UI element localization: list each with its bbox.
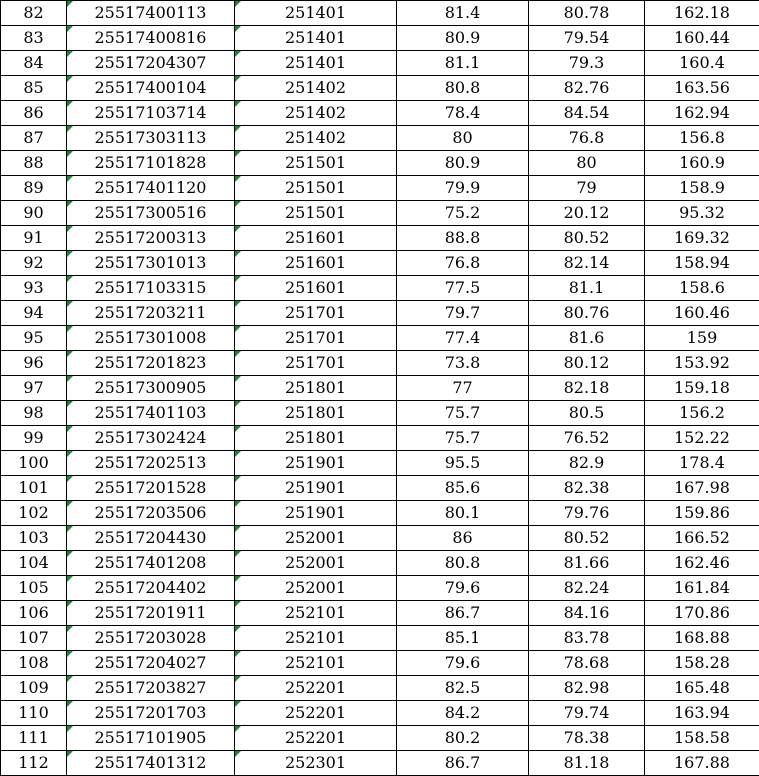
total-cell[interactable]: 158.94 (645, 251, 759, 276)
id-cell[interactable]: 25517201528 (67, 476, 235, 501)
code-cell[interactable]: 251501 (235, 176, 397, 201)
id-cell[interactable]: 25517103315 (67, 276, 235, 301)
id-cell[interactable]: 25517401120 (67, 176, 235, 201)
table-row (1, 451, 759, 476)
score-b-cell[interactable]: 81.6 (529, 326, 645, 351)
id-cell[interactable]: 25517302424 (67, 426, 235, 451)
id-cell[interactable]: 25517400816 (67, 26, 235, 51)
table-row (1, 601, 759, 626)
score-b-cell[interactable]: 84.16 (529, 601, 645, 626)
code-cell[interactable]: 251501 (235, 201, 397, 226)
row-number-cell[interactable]: 102 (1, 501, 67, 526)
score-b-cell[interactable]: 76.52 (529, 426, 645, 451)
score-b-cell[interactable]: 82.9 (529, 451, 645, 476)
table-row (1, 551, 759, 576)
score-b-cell[interactable]: 82.14 (529, 251, 645, 276)
code-cell[interactable]: 251401 (235, 1, 397, 26)
code-cell[interactable]: 251701 (235, 351, 397, 376)
code-cell[interactable]: 251402 (235, 76, 397, 101)
score-b-cell[interactable]: 79.3 (529, 51, 645, 76)
total-cell[interactable]: 167.98 (645, 476, 759, 501)
score-b-cell[interactable]: 20.12 (529, 201, 645, 226)
score-b-cell[interactable]: 82.38 (529, 476, 645, 501)
score-a-cell[interactable]: 76.8 (397, 251, 529, 276)
score-a-cell[interactable]: 80.2 (397, 726, 529, 751)
row-number-cell[interactable]: 96 (1, 351, 67, 376)
score-a-cell[interactable]: 77 (397, 376, 529, 401)
id-cell[interactable]: 25517300516 (67, 201, 235, 226)
id-cell[interactable]: 25517301013 (67, 251, 235, 276)
total-cell[interactable]: 158.58 (645, 726, 759, 751)
score-a-cell[interactable]: 95.5 (397, 451, 529, 476)
id-cell[interactable]: 25517400104 (67, 76, 235, 101)
row-number-cell[interactable]: 98 (1, 401, 67, 426)
score-b-cell[interactable]: 80.76 (529, 301, 645, 326)
row-number-cell[interactable]: 90 (1, 201, 67, 226)
total-cell[interactable]: 159 (645, 326, 759, 351)
total-cell[interactable]: 153.92 (645, 351, 759, 376)
score-b-cell[interactable]: 79 (529, 176, 645, 201)
code-cell[interactable]: 252301 (235, 751, 397, 776)
row-number-cell[interactable]: 95 (1, 326, 67, 351)
score-b-cell[interactable]: 79.54 (529, 26, 645, 51)
id-cell[interactable]: 25517203827 (67, 676, 235, 701)
table-row (1, 101, 759, 126)
table-row (1, 651, 759, 676)
table-row (1, 726, 759, 751)
total-cell[interactable]: 160.9 (645, 151, 759, 176)
row-number-cell[interactable]: 89 (1, 176, 67, 201)
id-cell[interactable]: 25517202513 (67, 451, 235, 476)
score-b-cell[interactable]: 79.76 (529, 501, 645, 526)
score-a-cell[interactable]: 86.7 (397, 751, 529, 776)
score-b-cell[interactable]: 80 (529, 151, 645, 176)
row-number-cell[interactable]: 83 (1, 26, 67, 51)
total-cell[interactable]: 162.18 (645, 1, 759, 26)
code-cell[interactable]: 251601 (235, 226, 397, 251)
code-cell[interactable]: 251901 (235, 501, 397, 526)
score-a-cell[interactable]: 85.1 (397, 626, 529, 651)
table-row (1, 376, 759, 401)
score-a-cell[interactable]: 80 (397, 126, 529, 151)
row-number-cell[interactable]: 93 (1, 276, 67, 301)
score-b-cell[interactable]: 80.52 (529, 226, 645, 251)
row-number-cell[interactable]: 94 (1, 301, 67, 326)
row-number-cell[interactable]: 112 (1, 751, 67, 776)
total-cell[interactable]: 156.8 (645, 126, 759, 151)
code-cell[interactable]: 252101 (235, 626, 397, 651)
score-b-cell[interactable]: 81.66 (529, 551, 645, 576)
id-cell[interactable]: 25517201911 (67, 601, 235, 626)
score-a-cell[interactable]: 82.5 (397, 676, 529, 701)
row-number-cell[interactable]: 110 (1, 701, 67, 726)
id-cell[interactable]: 25517204307 (67, 51, 235, 76)
id-cell[interactable]: 25517401312 (67, 751, 235, 776)
row-number-cell[interactable]: 105 (1, 576, 67, 601)
table-row (1, 576, 759, 601)
row-number-cell[interactable]: 101 (1, 476, 67, 501)
score-a-cell[interactable]: 80.8 (397, 551, 529, 576)
score-b-cell[interactable]: 80.12 (529, 351, 645, 376)
score-a-cell[interactable]: 79.6 (397, 651, 529, 676)
table-row (1, 51, 759, 76)
score-a-cell[interactable]: 84.2 (397, 701, 529, 726)
total-cell[interactable]: 159.18 (645, 376, 759, 401)
total-cell[interactable]: 165.48 (645, 676, 759, 701)
code-cell[interactable]: 251402 (235, 126, 397, 151)
table-row (1, 1, 759, 26)
code-cell[interactable]: 252201 (235, 676, 397, 701)
score-a-cell[interactable]: 75.7 (397, 426, 529, 451)
row-number-cell[interactable]: 97 (1, 376, 67, 401)
total-cell[interactable]: 163.94 (645, 701, 759, 726)
row-number-cell[interactable]: 88 (1, 151, 67, 176)
score-a-cell[interactable]: 75.7 (397, 401, 529, 426)
code-cell[interactable]: 252001 (235, 551, 397, 576)
code-cell[interactable]: 252001 (235, 526, 397, 551)
score-a-cell[interactable]: 81.1 (397, 51, 529, 76)
score-b-cell[interactable]: 80.78 (529, 1, 645, 26)
id-cell[interactable]: 25517203028 (67, 626, 235, 651)
id-cell[interactable]: 25517204430 (67, 526, 235, 551)
score-a-cell[interactable]: 80.8 (397, 76, 529, 101)
row-number-cell[interactable]: 92 (1, 251, 67, 276)
table-row (1, 301, 759, 326)
table-row (1, 176, 759, 201)
row-number-cell[interactable]: 111 (1, 726, 67, 751)
total-cell[interactable]: 166.52 (645, 526, 759, 551)
table-row (1, 326, 759, 351)
row-number-cell[interactable]: 84 (1, 51, 67, 76)
table-row (1, 251, 759, 276)
score-a-cell[interactable]: 85.6 (397, 476, 529, 501)
table-row (1, 226, 759, 251)
score-b-cell[interactable]: 81.1 (529, 276, 645, 301)
code-cell[interactable]: 251701 (235, 301, 397, 326)
row-number-cell[interactable]: 86 (1, 101, 67, 126)
score-a-cell[interactable]: 81.4 (397, 1, 529, 26)
table-row (1, 426, 759, 451)
code-cell[interactable]: 251901 (235, 451, 397, 476)
score-a-cell[interactable]: 77.4 (397, 326, 529, 351)
id-cell[interactable]: 25517300905 (67, 376, 235, 401)
total-cell[interactable]: 162.46 (645, 551, 759, 576)
total-cell[interactable]: 156.2 (645, 401, 759, 426)
total-cell[interactable]: 169.32 (645, 226, 759, 251)
row-number-cell[interactable]: 99 (1, 426, 67, 451)
score-a-cell[interactable]: 80.1 (397, 501, 529, 526)
table-row (1, 151, 759, 176)
total-cell[interactable]: 160.4 (645, 51, 759, 76)
total-cell[interactable]: 95.32 (645, 201, 759, 226)
row-number-cell[interactable]: 103 (1, 526, 67, 551)
table-row (1, 201, 759, 226)
row-number-cell[interactable]: 108 (1, 651, 67, 676)
row-number-cell[interactable]: 87 (1, 126, 67, 151)
score-b-cell[interactable]: 81.18 (529, 751, 645, 776)
row-number-cell[interactable]: 107 (1, 626, 67, 651)
total-cell[interactable]: 170.86 (645, 601, 759, 626)
score-b-cell[interactable]: 78.68 (529, 651, 645, 676)
score-b-cell[interactable]: 83.78 (529, 626, 645, 651)
total-cell[interactable]: 168.88 (645, 626, 759, 651)
code-cell[interactable]: 251601 (235, 251, 397, 276)
table-row (1, 351, 759, 376)
id-cell[interactable]: 25517401208 (67, 551, 235, 576)
total-cell[interactable]: 159.86 (645, 501, 759, 526)
row-number-cell[interactable]: 100 (1, 451, 67, 476)
code-cell[interactable]: 251801 (235, 401, 397, 426)
row-number-cell[interactable]: 106 (1, 601, 67, 626)
row-number-cell[interactable]: 82 (1, 1, 67, 26)
table-body (1, 1, 759, 776)
score-a-cell[interactable]: 75.2 (397, 201, 529, 226)
code-cell[interactable]: 251402 (235, 101, 397, 126)
id-cell[interactable]: 25517203211 (67, 301, 235, 326)
table-row (1, 401, 759, 426)
score-b-cell[interactable]: 84.54 (529, 101, 645, 126)
code-cell[interactable]: 252001 (235, 576, 397, 601)
id-cell[interactable]: 25517103714 (67, 101, 235, 126)
score-b-cell[interactable]: 79.74 (529, 701, 645, 726)
code-cell[interactable]: 251501 (235, 151, 397, 176)
score-a-cell[interactable]: 77.5 (397, 276, 529, 301)
score-a-cell[interactable]: 79.6 (397, 576, 529, 601)
table-row (1, 126, 759, 151)
total-cell[interactable]: 161.84 (645, 576, 759, 601)
score-b-cell[interactable]: 82.24 (529, 576, 645, 601)
total-cell[interactable]: 152.22 (645, 426, 759, 451)
id-cell[interactable]: 25517201823 (67, 351, 235, 376)
score-b-cell[interactable]: 80.5 (529, 401, 645, 426)
code-cell[interactable]: 251701 (235, 326, 397, 351)
total-cell[interactable]: 178.4 (645, 451, 759, 476)
table-row (1, 501, 759, 526)
score-b-cell[interactable]: 76.8 (529, 126, 645, 151)
total-cell[interactable]: 167.88 (645, 751, 759, 776)
code-cell[interactable]: 251401 (235, 51, 397, 76)
score-a-cell[interactable]: 86.7 (397, 601, 529, 626)
score-a-cell[interactable]: 79.7 (397, 301, 529, 326)
id-cell[interactable]: 25517400113 (67, 1, 235, 26)
code-cell[interactable]: 251601 (235, 276, 397, 301)
table-row (1, 276, 759, 301)
id-cell[interactable]: 25517200313 (67, 226, 235, 251)
row-number-cell[interactable]: 104 (1, 551, 67, 576)
id-cell[interactable]: 25517203506 (67, 501, 235, 526)
code-cell[interactable]: 251801 (235, 376, 397, 401)
total-cell[interactable]: 160.44 (645, 26, 759, 51)
score-b-cell[interactable]: 82.98 (529, 676, 645, 701)
total-cell[interactable]: 160.46 (645, 301, 759, 326)
score-a-cell[interactable]: 80.9 (397, 151, 529, 176)
score-a-cell[interactable]: 86 (397, 526, 529, 551)
score-a-cell[interactable]: 78.4 (397, 101, 529, 126)
code-cell[interactable]: 252101 (235, 601, 397, 626)
id-cell[interactable]: 25517204027 (67, 651, 235, 676)
id-cell[interactable]: 25517303113 (67, 126, 235, 151)
id-cell[interactable]: 25517101905 (67, 726, 235, 751)
code-cell[interactable]: 252201 (235, 701, 397, 726)
table-row (1, 751, 759, 776)
total-cell[interactable]: 158.28 (645, 651, 759, 676)
score-a-cell[interactable]: 73.8 (397, 351, 529, 376)
id-cell[interactable]: 25517101828 (67, 151, 235, 176)
score-b-cell[interactable]: 82.76 (529, 76, 645, 101)
table-row (1, 676, 759, 701)
score-a-cell[interactable]: 80.9 (397, 26, 529, 51)
code-cell[interactable]: 251401 (235, 26, 397, 51)
table-row (1, 476, 759, 501)
score-a-cell[interactable]: 88.8 (397, 226, 529, 251)
score-b-cell[interactable]: 78.38 (529, 726, 645, 751)
total-cell[interactable]: 158.9 (645, 176, 759, 201)
table-row (1, 626, 759, 651)
table-row (1, 76, 759, 101)
code-cell[interactable]: 251801 (235, 426, 397, 451)
id-cell[interactable]: 25517301008 (67, 326, 235, 351)
table-row (1, 526, 759, 551)
score-b-cell[interactable]: 80.52 (529, 526, 645, 551)
total-cell[interactable]: 162.94 (645, 101, 759, 126)
id-cell[interactable]: 25517204402 (67, 576, 235, 601)
code-cell[interactable]: 251901 (235, 476, 397, 501)
total-cell[interactable]: 158.6 (645, 276, 759, 301)
code-cell[interactable]: 252101 (235, 651, 397, 676)
row-number-cell[interactable]: 91 (1, 226, 67, 251)
total-cell[interactable]: 163.56 (645, 76, 759, 101)
row-number-cell[interactable]: 109 (1, 676, 67, 701)
code-cell[interactable]: 252201 (235, 726, 397, 751)
table-row (1, 26, 759, 51)
row-number-cell[interactable]: 85 (1, 76, 67, 101)
id-cell[interactable]: 25517201703 (67, 701, 235, 726)
id-cell[interactable]: 25517401103 (67, 401, 235, 426)
score-a-cell[interactable]: 79.9 (397, 176, 529, 201)
score-b-cell[interactable]: 82.18 (529, 376, 645, 401)
table-row (1, 701, 759, 726)
